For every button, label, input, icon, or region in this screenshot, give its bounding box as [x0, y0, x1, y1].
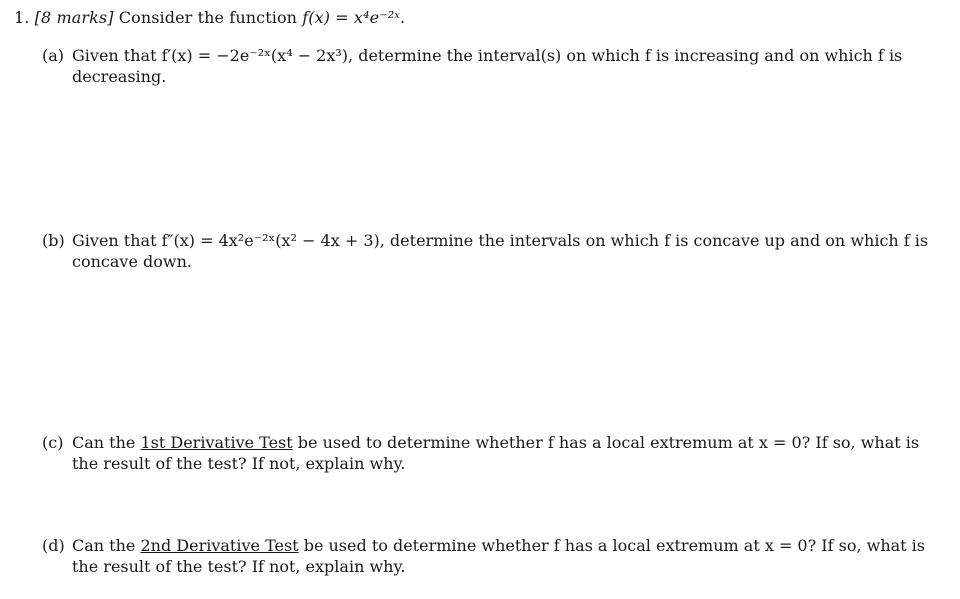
part-c-text [72, 432, 932, 474]
problem-number: 1. [14, 8, 30, 27]
part-a [42, 45, 932, 87]
function-definition: f(x) = x⁴e⁻²ˣ. [302, 8, 406, 27]
part-b [42, 230, 932, 272]
marks-label: [8 marks] [34, 8, 114, 27]
part-d-tag: (d) [42, 536, 65, 555]
part-d-post: be used to determine whether f has a local extremum at x = 0? If so, what is the result of the test? If not, explain why. [72, 536, 925, 576]
part-b-tag: (b) [42, 231, 65, 250]
problem-header [14, 8, 405, 27]
part-d [42, 535, 932, 577]
part-a-tag: (a) [42, 46, 65, 65]
part-d-pre: Can the [72, 536, 136, 555]
first-derivative-test-link[interactable]: 1st Derivative Test [140, 433, 293, 452]
part-c [42, 432, 932, 474]
part-d-text [72, 535, 932, 577]
problem-intro: Consider the function [118, 8, 298, 27]
part-b-text: Given that f″(x) = 4x²e⁻²ˣ(x² − 4x + 3), determine the intervals on which f is concave up and on which f is concave down. [72, 231, 929, 271]
part-c-pre: Can the [72, 433, 136, 452]
second-derivative-test-link[interactable]: 2nd Derivative Test [140, 536, 299, 555]
part-c-tag: (c) [42, 433, 64, 452]
part-a-text: Given that f′(x) = −2e⁻²ˣ(x⁴ − 2x³), determine the interval(s) on which f is increasing and on which f is decreasing. [72, 46, 903, 86]
part-c-post: be used to determine whether f has a local extremum at x = 0? If so, what is the result of the test? If not, explain why. [72, 433, 920, 473]
